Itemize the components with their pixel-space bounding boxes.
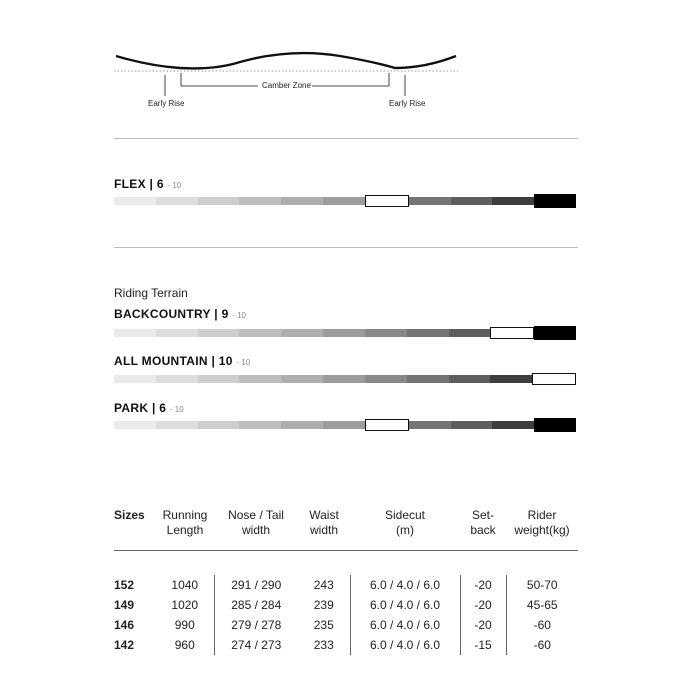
early-rise-right-label: Early Rise [389,99,426,108]
scale-segment [114,329,156,337]
scale-segment [534,418,576,432]
header-sizes: Sizes [114,508,145,522]
park-scale-bar [114,418,576,432]
header-rider-weight: Rider weight(kg) [514,508,570,537]
cell-rider-weight: -60 [506,615,578,635]
scale-segment [239,375,281,383]
header-setback: Set- back [470,508,496,537]
all-mountain-scale: - 10 [236,358,251,367]
all-mountain-heading [114,354,250,368]
all-mountain-separator: | [211,354,216,368]
scale-segment [451,421,493,429]
scale-segment [114,421,156,429]
scale-segment [239,197,281,205]
cell-running-length: 1020 [171,598,199,612]
scale-segment [492,197,534,205]
cell-rider-weight: 45-65 [506,595,578,615]
park-separator: | [151,401,156,415]
scale-segment [198,197,240,205]
scale-segment [449,375,491,383]
scale-segment [156,197,198,205]
scale-segment [156,375,198,383]
all-mountain-scale-bar [114,372,576,386]
scale-segment [365,329,407,337]
scale-segment [323,421,365,429]
backcountry-heading [114,307,246,321]
size-table-body [114,575,578,655]
table-row [114,575,578,595]
park-heading [114,401,184,415]
scale-segment-selected [365,419,409,431]
scale-segment-selected [490,327,534,339]
cell-setback: -15 [460,635,506,655]
scale-segment [449,329,491,337]
flex-label: FLEX [114,177,146,191]
table-row [114,615,578,635]
cell-rider-weight: 50-70 [506,575,578,595]
park-value: 6 [159,401,167,415]
cell-size: 152 [114,578,135,592]
flex-value: 6 [156,177,164,191]
scale-segment [409,197,451,205]
scale-segment [409,421,451,429]
board-profile-diagram [0,0,700,120]
flex-separator: | [149,177,154,191]
scale-segment [114,375,156,383]
board-profile-curve [116,53,456,68]
scale-segment-selected [365,195,409,207]
scale-segment [323,375,365,383]
header-nose-tail-width: Nose / Tail width [228,508,284,537]
scale-segment [156,329,198,337]
cell-nose-tail-width: 274 / 273 [214,635,298,655]
size-table-header [114,508,578,545]
scale-segment [281,197,323,205]
table-header-rule [114,550,578,551]
cell-rider-weight: -60 [506,635,578,655]
cell-waist-width: 233 [313,638,334,652]
scale-segment [407,375,449,383]
header-waist-width: Waist width [309,508,339,537]
all-mountain-value: 10 [218,354,233,368]
scale-segment [114,197,156,205]
scale-segment [323,197,365,205]
divider-middle [114,247,578,248]
scale-segment [198,421,240,429]
backcountry-scale: - 10 [232,311,247,320]
cell-sidecut: 6.0 / 4.0 / 6.0 [350,575,460,595]
cell-nose-tail-width: 279 / 278 [214,615,298,635]
camber-zone-label: Camber Zone [262,81,311,90]
cell-sidecut: 6.0 / 4.0 / 6.0 [350,635,460,655]
backcountry-scale-bar [114,326,576,340]
cell-waist-width: 239 [313,598,334,612]
table-row [114,635,578,655]
cell-sidecut: 6.0 / 4.0 / 6.0 [350,595,460,615]
flex-heading [114,177,181,191]
cell-setback: -20 [460,575,506,595]
header-sidecut: Sidecut (m) [384,508,426,537]
scale-segment-selected [532,373,576,385]
cell-running-length: 1040 [171,578,199,592]
scale-segment [239,421,281,429]
park-scale: - 10 [169,405,184,414]
scale-segment [198,375,240,383]
scale-segment [281,421,323,429]
cell-sidecut: 6.0 / 4.0 / 6.0 [350,615,460,635]
divider-top [114,138,578,139]
scale-segment [281,329,323,337]
backcountry-separator: | [214,307,218,321]
backcountry-label: BACKCOUNTRY [114,307,211,321]
cell-setback: -20 [460,595,506,615]
scale-segment [492,421,534,429]
cell-size: 146 [114,618,135,632]
scale-segment [451,197,493,205]
cell-size: 149 [114,598,135,612]
scale-segment [407,329,449,337]
cell-nose-tail-width: 285 / 284 [214,595,298,615]
cell-size: 142 [114,638,135,652]
scale-segment [534,194,576,208]
cell-setback: -20 [460,615,506,635]
scale-segment [281,375,323,383]
backcountry-value: 9 [221,307,229,321]
cell-waist-width: 235 [313,618,334,632]
scale-segment [156,421,198,429]
header-running-length: Running Length [162,508,208,537]
cell-running-length: 990 [174,618,195,632]
park-label: PARK [114,401,149,415]
riding-terrain-title: Riding Terrain [114,286,188,300]
scale-segment [323,329,365,337]
early-rise-left-label: Early Rise [148,99,185,108]
scale-segment [365,375,407,383]
flex-scale: - 10 [167,181,182,190]
scale-segment [534,326,576,340]
all-mountain-label: ALL MOUNTAIN [114,354,208,368]
scale-segment [239,329,281,337]
cell-nose-tail-width: 291 / 290 [214,575,298,595]
cell-waist-width: 243 [313,578,334,592]
scale-segment [490,375,532,383]
flex-scale-bar [114,194,576,208]
cell-running-length: 960 [174,638,195,652]
table-row [114,595,578,615]
scale-segment [198,329,240,337]
